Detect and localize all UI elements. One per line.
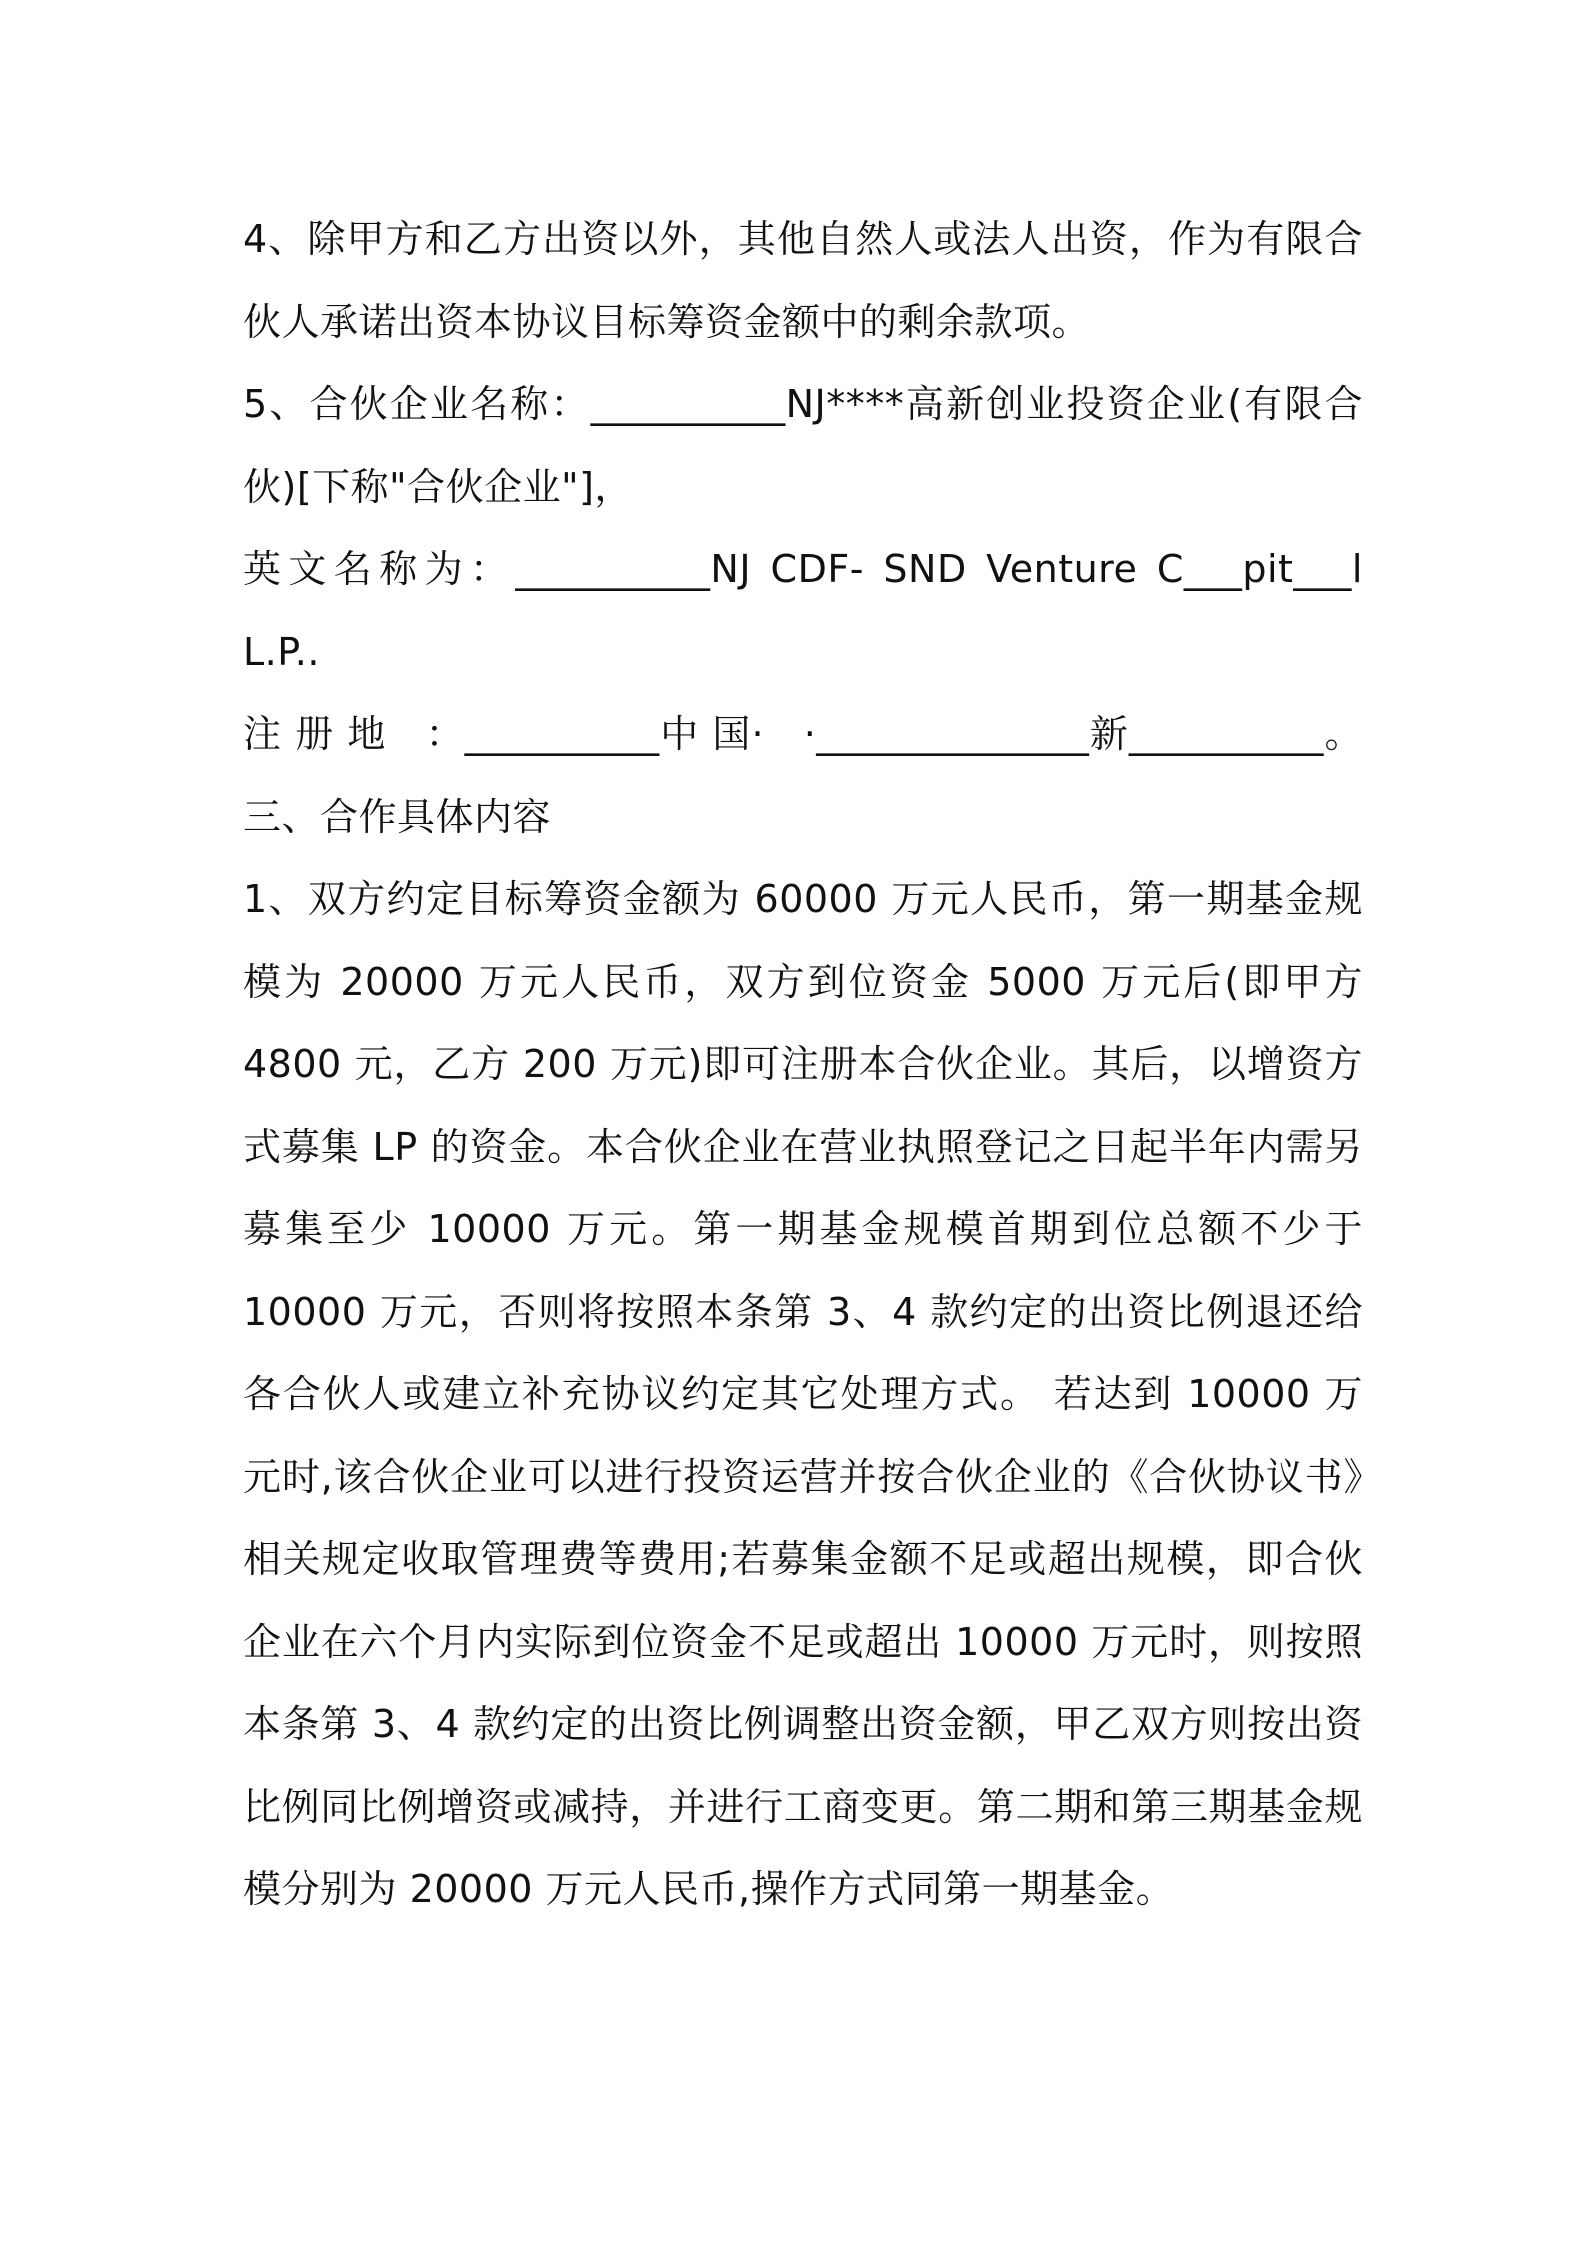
clause-4-paragraph: 4、除甲方和乙方出资以外，其他自然人或法人出资，作为有限合伙人承诺出资本协议目标筹资金额中的剩余款项。 [243, 217, 1363, 344]
english-name-paragraph: 英文名称为：__________NJ CDF- SND Venture C___pit___l L.P.. [243, 547, 1363, 674]
cooperation-clause-1: 1、双方约定目标筹资金额为 60000 万元人民币，第一期基金规模为 20000 万元人民币，双方到位资金 5000 万元后(即甲方 4800 元，乙方 200 万元)即可注册本合伙企业。其后，以增资方式募集 LP 的资金。本合伙企业在营业执照登记之日起半年内需另募集至少 10000 万元。第一期基金规模首期到位总额不少于 10000 万元，否则将按照本条第 3、4 款约定的出资比例退还给各合伙人或建立补充协议约定其它处理方式。 若达到 10000 万元时,该合伙企业可以进行投资运营并按合伙企业的《合伙协议书》相关规定收取管理费等费用;若募集金额不足或超出规模，即合伙企业在六个月内实际到位资金不足或超出 10000 万元时，则按照本条第 3、4 款约定的出资比例调整出资金额，甲乙双方则按出资比例同比例增资或减持，并进行工商变更。第二期和第三期基金规模分别为 20000 万元人民币,操作方式同第一期基金。 [243, 877, 1363, 1911]
document-body [243, 198, 1363, 1931]
section-heading: 三、合作具体内容 [243, 794, 552, 839]
clause-5-company-name: 5、合伙企业名称：__________NJ****高新创业投资企业(有限合伙)[下称"合伙企业"]， [243, 382, 1363, 509]
registration-place-paragraph: 注 册 地 ：__________中 国· ·______________新__________。 [243, 712, 1363, 756]
